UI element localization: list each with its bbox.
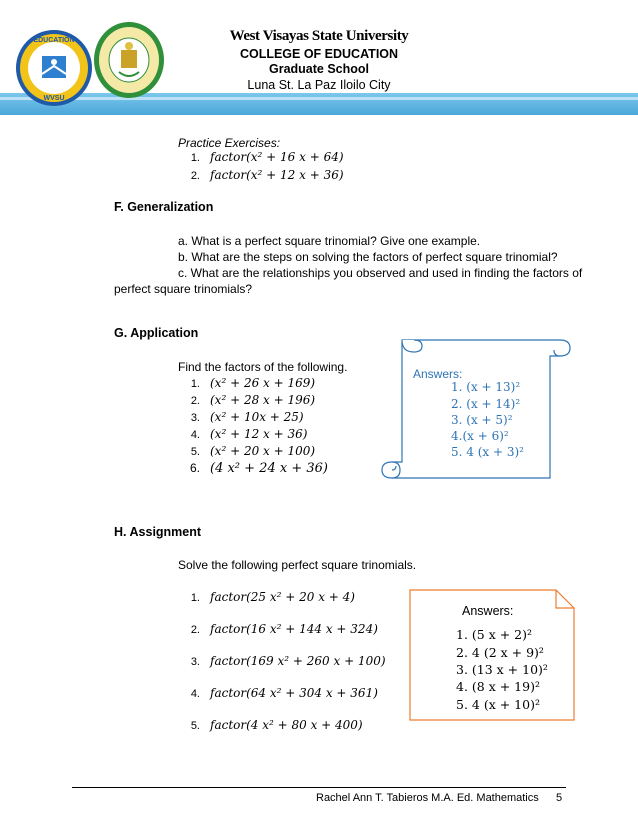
practice-item — [178, 168, 344, 182]
item-expression: (x² + 20 x + 100) — [210, 444, 316, 458]
application-heading: G. Application — [114, 326, 199, 340]
item-expression: (x² + 10x + 25) — [210, 410, 304, 424]
application-answer: 3. (x + 5)² — [451, 413, 513, 427]
item-number: 4. — [190, 688, 200, 700]
item-expression: factor(64 x² + 304 x + 361) — [210, 686, 378, 700]
generalization-heading: F. Generalization — [114, 200, 214, 214]
application-item — [178, 461, 328, 476]
application-intro: Find the factors of the following. — [178, 360, 348, 374]
item-expression: factor(16 x² + 144 x + 324) — [210, 622, 378, 636]
assignment-answers-title: Answers: — [462, 604, 514, 618]
assignment-answer: 4. (8 x + 19)² — [456, 679, 540, 694]
footer-rule — [72, 787, 566, 788]
assignment-item — [178, 622, 378, 636]
item-expression: (x² + 28 x + 196) — [210, 393, 316, 407]
assignment-answer: 2. 4 (2 x + 9)² — [456, 645, 544, 660]
item-expression: (x² + 12 x + 36) — [210, 427, 308, 441]
assignment-answer: 1. (5 x + 2)² — [456, 627, 533, 642]
assignment-intro: Solve the following perfect square trinomials. — [178, 558, 417, 572]
generalization-question-b: b. What are the steps on solving the factors of perfect square trinomial? — [178, 250, 558, 264]
item-number: 2. — [190, 395, 200, 407]
item-number: 1. — [190, 592, 200, 604]
item-number: 2. — [190, 170, 200, 182]
item-number: 5. — [190, 446, 200, 458]
application-item — [178, 376, 315, 390]
practice-item — [178, 150, 344, 164]
item-number: 5. — [190, 720, 200, 732]
item-number: 6. — [189, 461, 200, 475]
item-expression: (4 x² + 24 x + 36) — [210, 461, 328, 476]
application-item — [178, 427, 307, 441]
page-number: 5 — [556, 792, 563, 804]
school-address: Luna St. La Paz Iloilo City — [247, 78, 391, 92]
college-name: COLLEGE OF EDUCATION — [239, 47, 399, 61]
application-answer: 5. 4 (x + 3)² — [451, 445, 524, 459]
application-answer: 2. (x + 14)² — [451, 397, 521, 411]
assignment-item — [178, 718, 363, 732]
assignment-item — [178, 686, 378, 700]
item-expression: factor(169 x² + 260 x + 100) — [210, 654, 386, 668]
item-number: 3. — [190, 412, 200, 424]
footer-author: Rachel Ann T. Tabieros M.A. Ed. Mathematics — [316, 792, 539, 804]
item-expression: factor(25 x² + 20 x + 4) — [210, 590, 355, 604]
application-answer: 1. (x + 13)² — [451, 380, 521, 394]
school-name: Graduate School — [268, 62, 370, 76]
item-number: 1. — [190, 152, 200, 164]
item-number: 2. — [190, 624, 200, 636]
generalization-question-c-continued: perfect square trinomials? — [114, 282, 253, 296]
item-expression: factor(x² + 16 x + 64) — [210, 150, 344, 164]
item-number: 1. — [190, 378, 200, 390]
item-expression: factor(x² + 12 x + 36) — [210, 168, 344, 182]
application-answers-title: Answers: — [413, 367, 463, 381]
item-number: 3. — [190, 656, 200, 668]
practice-title: Practice Exercises: — [178, 136, 281, 150]
application-item — [178, 393, 315, 407]
application-answer: 4.(x + 6)² — [451, 429, 509, 443]
assignment-item — [178, 654, 386, 668]
generalization-question-a: a. What is a perfect square trinomial? Give one example. — [178, 234, 481, 248]
application-item — [178, 444, 315, 458]
svg-text:WVSU: WVSU — [43, 95, 65, 102]
item-expression: (x² + 26 x + 169) — [210, 376, 316, 390]
assignment-heading: H. Assignment — [114, 525, 202, 539]
application-item — [178, 410, 304, 424]
generalization-question-c: c. What are the relationships you observed and used in finding the factors of — [178, 266, 583, 280]
university-name: West Visayas State University — [229, 28, 409, 44]
item-number: 4. — [190, 429, 200, 441]
item-expression: factor(4 x² + 80 x + 400) — [210, 718, 363, 732]
assignment-answer: 3. (13 x + 10)² — [456, 662, 548, 677]
assignment-item — [178, 590, 355, 604]
svg-text:EDUCATION: EDUCATION — [33, 37, 75, 44]
assignment-answer: 5. 4 (x + 10)² — [456, 697, 540, 712]
